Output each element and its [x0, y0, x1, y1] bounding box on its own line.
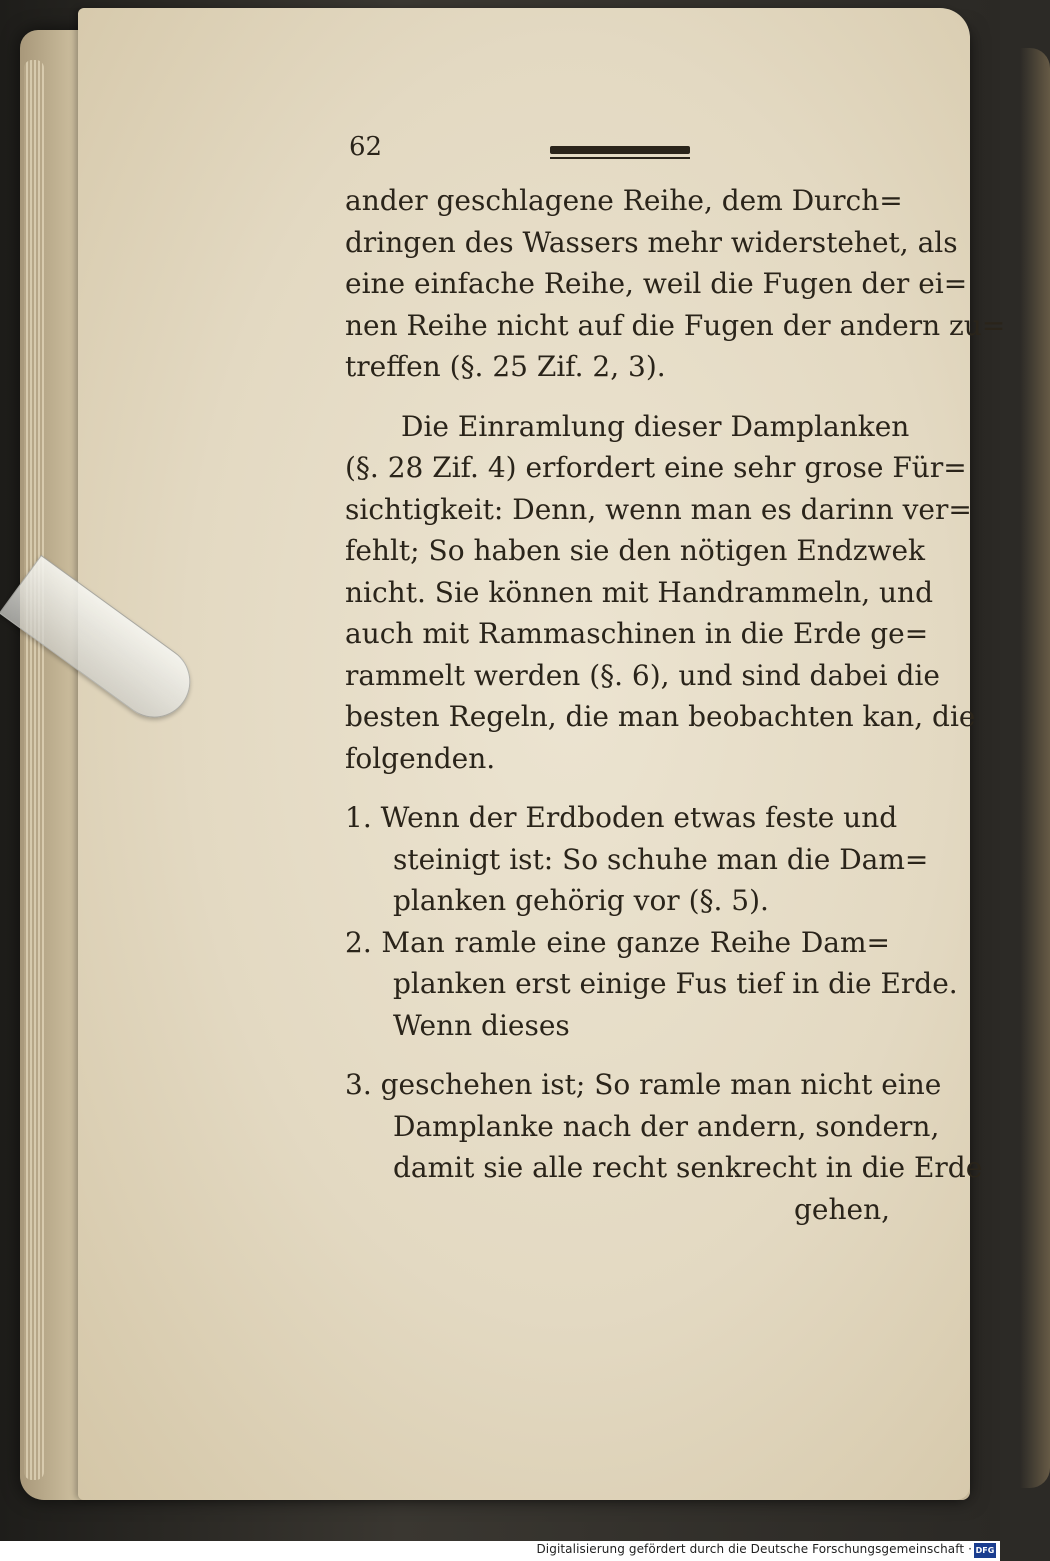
text-line: planken erst einige Fus tief in die Erde.	[393, 967, 958, 1000]
text-line: 2. Man ramle eine ganze Reihe Dam=	[345, 925, 890, 959]
text-line: nen Reihe nicht auf die Fugen der andern zu=	[345, 308, 1006, 342]
text-line: nicht. Sie können mit Handrammeln, und	[345, 575, 934, 609]
text-line: Damplanke nach der andern, sondern,	[393, 1109, 940, 1143]
header-rule	[550, 146, 690, 154]
text-line: auch mit Rammaschinen in die Erde ge=	[345, 617, 929, 650]
text-line: 1. Wenn der Erdboden etwas feste und	[345, 801, 898, 834]
page-fore-edge	[1020, 48, 1050, 1488]
text-line: rammelt werden (§. 6), und sind dabei die	[345, 658, 940, 692]
text-line: eine einfache Reihe, weil die Fugen der ei=	[345, 267, 968, 300]
text-line: Die Einramlung dieser Damplanken	[401, 409, 910, 443]
text-line: planken gehörig vor (§. 5).	[393, 884, 769, 917]
text-line: ander geschlagene Reihe, dem Durch=	[345, 184, 903, 217]
page-header	[345, 132, 890, 180]
text-line: sichtigkeit: Denn, wenn man es darinn ver=	[345, 492, 972, 526]
page-edges	[24, 60, 44, 1480]
text-line: gehen,	[793, 1192, 890, 1226]
text-line: folgenden.	[345, 741, 496, 775]
paragraph-gap	[345, 1046, 890, 1064]
text-line: damit sie alle recht senkrecht in die Erde	[393, 1151, 983, 1184]
text-lines	[345, 180, 1006, 1230]
text-line: dringen des Wassers mehr widerstehet, als	[345, 225, 958, 259]
text-line: fehlt; So haben sie den nötigen Endzwek	[345, 534, 926, 567]
text-line: (§. 28 Zif. 4) erfordert eine sehr grose Für=	[345, 451, 967, 484]
page-number: 62	[349, 132, 383, 162]
dfg-logo: DFG	[974, 1543, 996, 1558]
text-line: 3. geschehen ist; So ramle man nicht eine	[345, 1068, 942, 1101]
text-line: besten Regeln, die man beobachten kan, die	[345, 700, 976, 733]
paragraph-gap	[345, 779, 890, 797]
text-line: Wenn dieses	[393, 1008, 570, 1042]
paragraph-gap	[345, 388, 890, 406]
footer-credit: Digitalisierung gefördert durch die Deutsche Forschungsgemeinschaft ·	[536, 1542, 972, 1556]
page-text-block	[345, 132, 1006, 1230]
text-line: steinigt ist: So schuhe man die Dam=	[393, 842, 929, 876]
text-line: treffen (§. 25 Zif. 2, 3).	[345, 350, 666, 383]
